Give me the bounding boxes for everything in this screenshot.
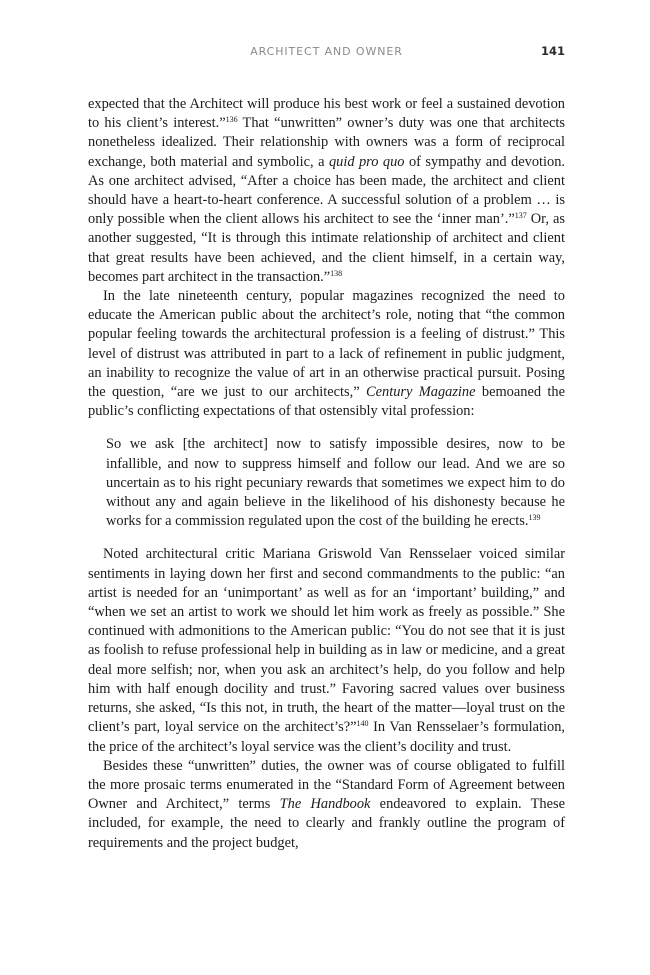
italic-title: The Handbook [279,796,371,813]
running-head: ARCHITECT AND OWNER [250,45,403,58]
text-run: Besides these “unwritten” duties, the owner was of course obligated to fulfill the more prosaic terms enumerated in the “Standard Form of Agreement between Owner and Architect,” terms [88,757,565,813]
footnote-ref: 140 [356,719,369,729]
text-run: In Van Rensselaer’s formulation, the price of the architect’s loyal service was the client’s docility and trust. [88,719,565,755]
text-run: Or, as another suggested, “It is through this intimate relationship of architect and client that great results have been achieved, and the client himself, in a certain way, becomes part architect in the transaction.” [88,211,565,285]
page-number: 141 [540,44,565,58]
text-run: In the late nineteenth century, popular magazines recognized the need to educate the American public about the architect’s role, noting that “the common popular feeling towards the architectural profession is a feeling of distrust.” This level of distrust was attributed in part to a lack of refinement in public judgment, an inability to recognize the value of art in an otherwise practical pursuit. Posing the question, “are we just to our architects,” [88,288,565,401]
footnote-ref: 136 [225,115,238,125]
text-run: endeavored to explain. These included, for example, the need to clearly and frankly outline the program of requirements and the project budget, [88,796,565,851]
footnote-ref: 139 [528,513,541,523]
footnote-ref: 138 [330,268,343,278]
text-run: Noted architectural critic Mariana Griswold Van Rensselaer voiced similar sentiments in laying down her first and second commandments to the public: “an artist is needed for an ‘unimportant’ as well as for an ‘important’ building,” and “when we set an artist to work we should let him work as freely as possible.” She continued with admonitions to the American public: “You do not see that it is just as foolish to refuse professional help in building as in law or medicine, and a great deal more selfish; nor, when you ask an architect’s help, do you follow and help him with half enough docility and trust.” Favoring sacred values over business returns, she asked, “Is this not, in truth, the heart of the matter—loyal trust on the client’s part, loyal service on the architect’s?” [88,546,565,736]
block-quote [106,435,565,531]
text-run: So we ask [the architect] now to satisfy impossible desires, now to be infallible, and now to suppress himself and follow our lead. And we are so uncertain as to his right pecuniary rewards that sometimes we expect him to do without any and again believe in the likelihood of his dishonesty because he works for a commission regulated upon the cost of the building he erects. [106,436,565,530]
text-run: expected that the Architect will produce his best work or feel a sustained devotion to his client’s interest.” [88,96,565,132]
body-text [88,95,565,853]
text-run: bemoaned the public’s conflicting expectations of that ostensibly vital profession: [88,384,565,420]
paragraph [88,545,565,756]
footnote-ref: 137 [514,211,527,221]
text-run: of sympathy and devotion. As one architect advised, “After a choice has been made, the architect and client should have a heart-to-heart conference. A successful solution of a problem … is only possible when the client allows his architect to see the ‘inner man’.” [88,153,565,228]
italic-title: quid pro quo [328,153,405,170]
paragraph [88,95,565,287]
paragraph [88,757,565,853]
paragraph [88,287,565,421]
text-run: That “unwritten” owner’s duty was one that architects nonetheless idealized. Their relationship with owners was a form of reciprocal exchange, both material and symbolic, a [88,115,565,170]
italic-title: Century Magazine [366,384,476,401]
